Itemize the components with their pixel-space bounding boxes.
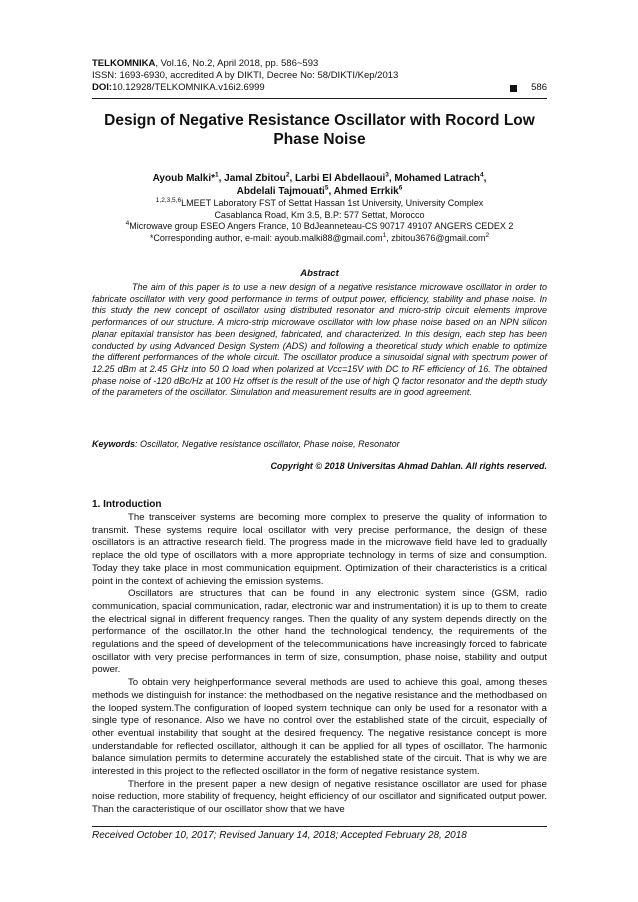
author-separator: , [483, 173, 487, 184]
abstract-heading: Abstract [300, 268, 339, 279]
paragraph: The transceiver systems are becoming more complex to preserve the quality of information to transmit. These systems require local oscillator with very precise performance, the design of these oscillators is an attractive research field. The progress made in the microwave field have led to gradually replace the old type of oscillators with a more appropriate technology in terms of size and consumption. Today they take place in most communication equipment. Optimization of their characteristics is a critical point in the context of achieving the emission systems. [92, 512, 547, 587]
paper-title: Design of Negative Resistance Oscillator with Rocord Low Phase Noise [104, 112, 535, 148]
keywords [92, 438, 547, 450]
paragraph: Oscillators are structures that can be found in any electronic system since (GSM, radio communication, spacial communication, radar, electronic war and instrumentation) it is up to them to create the electrical signal in different frequency ranges. Then the quality of any system depends directly on the performance of the oscillator.In the other hand the technological tendency, the requirements of the regulations and the speed of development of the telecommunications have increasingly forced to fabricate oscillator with very precise performances in term of size, consumption, phase noise, stability and output power. [92, 588, 547, 676]
doi-line [92, 82, 547, 94]
page-number-group [510, 82, 547, 94]
copyright-notice: Copyright © 2018 Universitas Ahmad Dahlan. All rights reserved. [270, 461, 547, 471]
author-superscript: 6 [398, 184, 403, 192]
accreditation: accredited A by DIKTI, Decree No: 58/DIKTI/Kep/2013 [170, 70, 399, 81]
footer-rule [92, 826, 547, 827]
affiliation-2 [92, 221, 547, 233]
author-superscript: 5 [324, 184, 329, 192]
author-name: Ayoub Malki* [152, 173, 215, 184]
section-body [92, 512, 547, 817]
author-name: , Mohamed Latrach [388, 173, 481, 184]
corresponding-email-1: *Corresponding author, e-mail: ayoub.malki88@gmail.com [149, 232, 383, 243]
paragraph: To obtain very heighperformance several methods are used to achieve this goal, among theses methods we distinguish for instance: the methodbased on the negative resistance and the methodbased on the looped system.The configuration of looped system technique can only be used for a resonator with a single type of resonance. Also we have no control over the established state of the circuit, especially of other eventual instability that sought at the desired frequency. The negative resistance concept is more understandable for reflected oscillator, although it can be applied for all types of oscillator. The harmonic balance simulation permits to determine accurately the established state of the circuit. That is why we are interested in this project to the reflected oscillator in the form of negative resistance system. [92, 677, 547, 778]
affiliation-text: LMEET Laboratory FST of Settat Hassan 1st University, University Complex [181, 198, 484, 208]
author-name: , Ahmed Errkik [328, 186, 399, 197]
paragraph: Therfore in the present paper a new design of negative resistance oscillator are used for phase noise reduction, more stability of frequency, height efficiency of our oscillator and significated output power. Than the caracteristique of our oscillator show that we have [92, 778, 547, 816]
doi-value: 10.12928/TELKOMNIKA.v16i2.6999 [112, 82, 265, 93]
affiliations [92, 198, 547, 244]
abstract-text: The aim of this paper is to use a new design of a negative resistance microwave oscillator in order to fabricate oscillator with very good performance in terms of output power, efficiency, stability and phase noise. In this study the new concept of oscillator using distributed resonator and micro-strip circuit elements improve performances of our structure. A micro-strip microwave oscillator with low phase noise based on an NPN silicon planar epitaxial transistor has been designed, fabricated, and characterized. In this design, each step has been conducted by using Advanced Design System (ADS) and following a theoretical study which enable to optimize the different performances of the whole circuit. The oscillator produce a sinusoidal signal with spectrum power of 12.25 dBm at 2.45 GHz into 50 Ω load when polarized at Vcc=15V with DC to RF efficiency of 16. The obtained phase noise of -120 dBc/Hz at 100 Hz offset is the result of the use of high Q factor resonator and the depth study of the parameters of the oscillator. Simulation and measurement results are in good agreement. [92, 282, 547, 398]
issn-line [92, 70, 547, 82]
author-superscript: 1 [215, 171, 219, 179]
page-number: 586 [531, 82, 547, 93]
corresponding-author [92, 233, 547, 245]
keywords-label: Keywords [92, 439, 136, 449]
affiliation-superscript: 1,2,3,5,6 [155, 197, 182, 204]
author-list [92, 172, 547, 198]
doi [92, 82, 265, 94]
section-heading: 1. Introduction [92, 499, 162, 510]
received-dates: Received October 10, 2017; Revised January 14, 2018; Accepted February 28, 2018 [92, 830, 467, 841]
affiliation-text: Microwave group ESEO Angers France, 10 BdJeanneteau-CS 90717 49107 ANGERS CEDEX 2 [129, 221, 514, 231]
email-superscript: 2 [485, 231, 490, 239]
doi-label: DOI: [92, 82, 113, 93]
square-bullet-icon [510, 85, 517, 92]
author-superscript: 4 [480, 171, 484, 179]
affiliation-1-address: Casablanca Road, Km 3.5, B.P: 577 Settat, Morocco [214, 209, 425, 220]
affiliation-superscript: 4 [125, 220, 130, 227]
author-name: Abdelali Tajmouati [236, 186, 325, 197]
journal-header [92, 58, 547, 94]
keywords-text: : Oscillator, Negative resistance oscillator, Phase noise, Resonator [135, 439, 400, 449]
header-rule [92, 98, 547, 99]
author-name: , Jamal Zbitou [218, 173, 286, 184]
journal-volume: , Vol.16, No.2, April 2018, pp. 586~593 [155, 58, 319, 69]
author-name: , Larbi El Abdellaoui [289, 173, 386, 184]
author-superscript: 3 [385, 171, 389, 179]
issn: ISSN: 1693-6930, [92, 70, 171, 81]
affiliation-1 [92, 198, 547, 210]
author-superscript: 2 [285, 171, 290, 179]
email-superscript: 1 [382, 231, 387, 239]
corresponding-email-2: , zbitou3676@gmail.com [386, 232, 486, 243]
journal-citation [92, 58, 547, 70]
journal-name: TELKOMNIKA [92, 58, 156, 69]
